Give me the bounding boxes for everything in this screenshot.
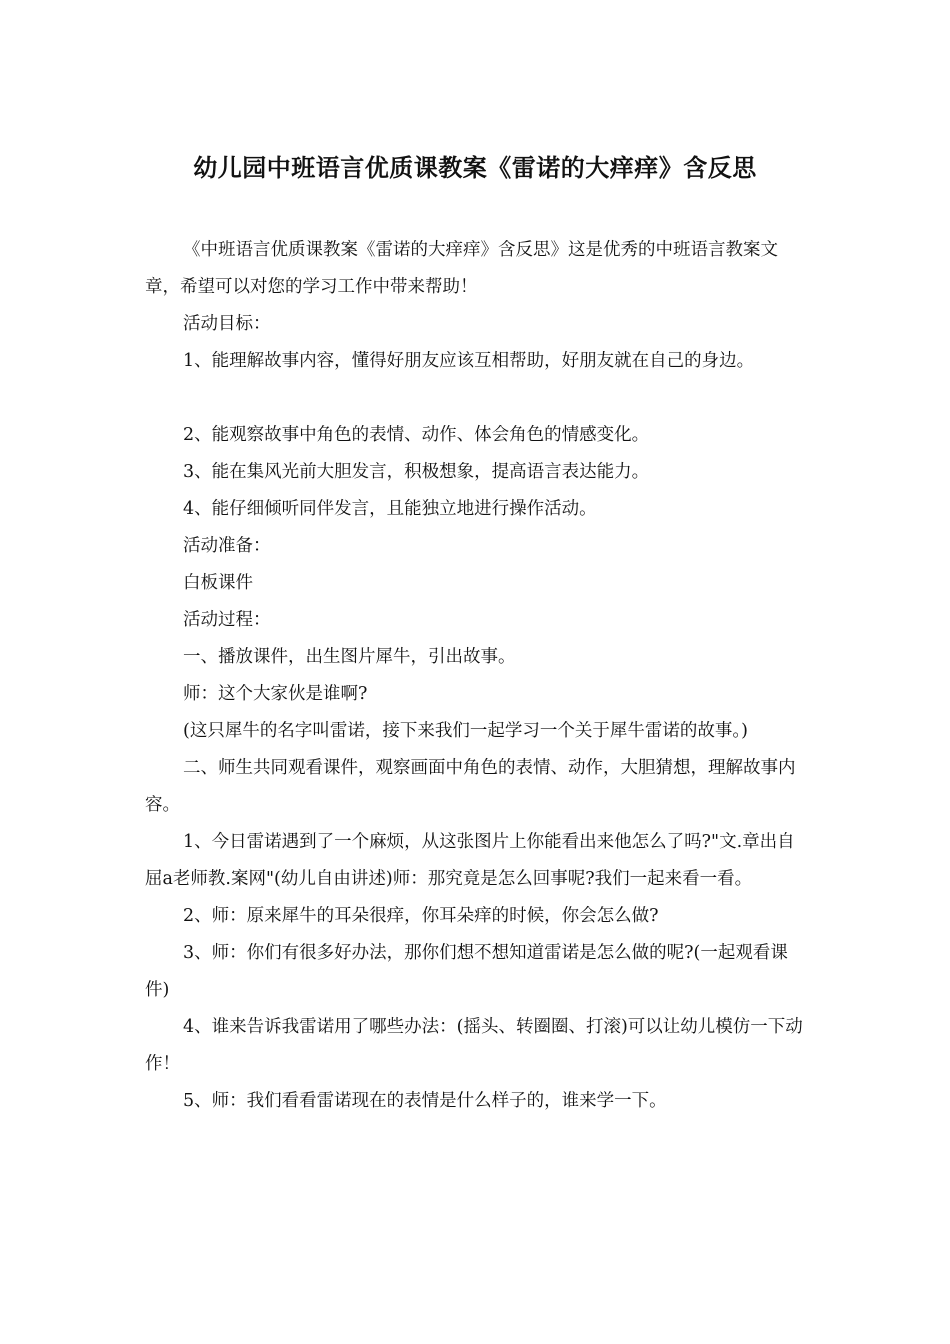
paragraph-prep-item: 白板课件 [183, 573, 253, 593]
paragraph-goal-3: 3、能在集风光前大胆发言，积极想象，提高语言表达能力。 [183, 462, 650, 482]
paragraph-substep-3: 3、师：你们有很多好办法，那你们想不想知道雷诺是怎么做的呢?(一起观看课件) [145, 943, 788, 1000]
paragraph-substep-2: 2、师：原来犀牛的耳朵很痒，你耳朵痒的时候，你会怎么做? [183, 906, 659, 926]
paragraph-step-1: 一、播放课件，出生图片犀牛，引出故事。 [183, 647, 516, 667]
paragraph-goal-1: 1、能理解故事内容，懂得好朋友应该互相帮助，好朋友就在自己的身边。 [183, 351, 755, 371]
document-body [145, 232, 810, 1120]
paragraph-substep-4: 4、谁来告诉我雷诺用了哪些办法：(摇头、转圈圈、打滚)可以让幼儿模仿一下动作！ [145, 1017, 803, 1074]
paragraph-process-heading: 活动过程： [183, 610, 271, 630]
paragraph-rhino-intro: (这只犀牛的名字叫雷诺，接下来我们一起学习一个关于犀牛雷诺的故事。) [183, 721, 748, 741]
paragraph-teacher-question: 师：这个大家伙是谁啊? [183, 684, 368, 704]
paragraph-goal-4: 4、能仔细倾听同伴发言，且能独立地进行操作活动。 [183, 499, 597, 519]
paragraph-prep-heading: 活动准备： [183, 536, 271, 556]
paragraph-goals-heading: 活动目标： [183, 314, 271, 334]
page-title: 幼儿园中班语言优质课教案《雷诺的大痒痒》含反思 [193, 154, 757, 182]
paragraph-substep-5: 5、师：我们看看雷诺现在的表情是什么样子的，谁来学一下。 [183, 1091, 667, 1111]
paragraph-substep-1: 1、今日雷诺遇到了一个麻烦，从这张图片上你能看出来他怎么了吗?"文.章出自屈a老师教.案网"(幼儿自由讲述)师：那究竟是怎么回事呢?我们一起来看一看。 [145, 832, 795, 889]
paragraph-intro: 《中班语言优质课教案《雷诺的大痒痒》含反思》这是优秀的中班语言教案文章，希望可以对您的学习工作中带来帮助！ [145, 240, 778, 297]
paragraph-step-2: 二、师生共同观看课件，观察画面中角色的表情、动作，大胆猜想，理解故事内容。 [145, 758, 796, 815]
paragraph-goal-2: 2、能观察故事中角色的表情、动作、体会角色的情感变化。 [183, 425, 650, 445]
